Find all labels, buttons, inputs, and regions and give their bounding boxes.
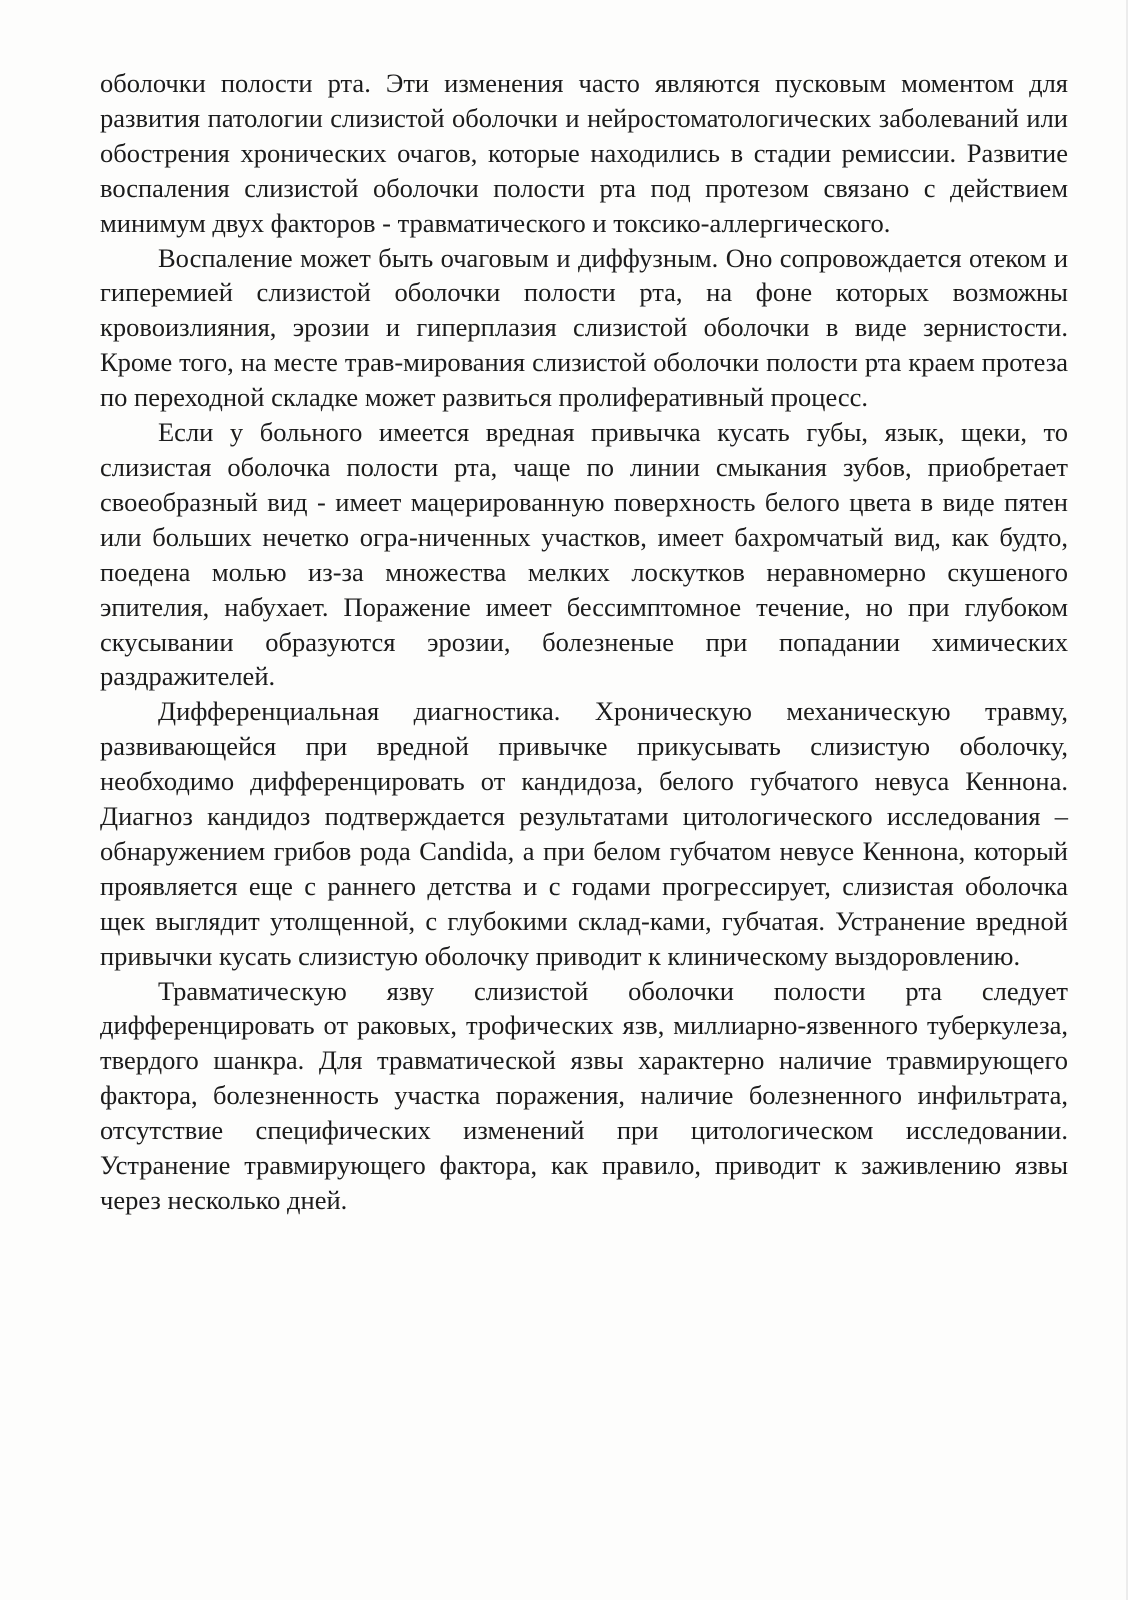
page-text-body xyxy=(100,66,1068,1218)
paragraph-4: Дифференциальная диагностика. Хроническую механическую травму, развивающейся при вредной привычке прикусывать слизистую оболочку, необходимо дифференцировать от кандидоза, белого губчатого невуса Кеннона. Диагноз кандидоз подтверждается результатами цитологического исследования – обнаружением грибов рода Candida, а при белом губчатом невусе Кеннона, который проявляется еще с раннего детства и с годами прогрессирует, слизистая оболочка щек выглядит утолщенной, с глубокими склад-ками, губчатая. Устранение вредной привычки кусать слизистую оболочку приводит к клиническому выздоровлению. xyxy=(100,696,1068,971)
paragraph-3: Если у больного имеется вредная привычка кусать губы, язык, щеки, то слизистая оболочка полости рта, чаще по линии смыкания зубов, приобретает своеобразный вид - имеет мацерированную поверхность белого цвета в виде пятен или больших нечетко огра-ниченных участков, имеет бахромчатый вид, как будто, поедена молью из-за множества мелких лоскутков неравномерно скушеного эпителия, набухает. Поражение имеет бессимптомное течение, но при глубоком скусывании образуются эрозии, болезненые при попадании химических раздражителей. xyxy=(100,417,1068,692)
paragraph-2: Воспаление может быть очаговым и диффузным. Оно сопровождается отеком и гиперемией слизистой оболочки полости рта, на фоне которых возможны кровоизлияния, эрозии и гиперплазия слизистой оболочки в виде зернистости. Кроме того, на месте трав-мирования слизистой оболочки полости рта краем протеза по переходной складке может развиться пролиферативный процесс. xyxy=(100,242,1068,413)
paragraph-1: оболочки полости рта. Эти изменения часто являются пусковым моментом для развития патологии слизистой оболочки и нейростоматологических заболеваний или обострения хронических очагов, которые находились в стадии ремиссии. Развитие воспаления слизистой оболочки полости рта под протезом связано с действием минимум двух факторов - травматического и токсико-аллергического. xyxy=(100,68,1068,238)
paragraph-5: Травматическую язву слизистой оболочки полости рта следует дифференцировать от раковых, трофических язв, миллиарно-язвенного туберкулеза, твердого шанкра. Для травматической язвы характерно наличие травмирующего фактора, болезненность участка поражения, наличие болезненного инфильтрата, отсутствие специфических изменений при цитологическом исследовании. Устранение травмирующего фактора, как правило, приводит к заживлению язвы через несколько дней. xyxy=(100,975,1068,1215)
